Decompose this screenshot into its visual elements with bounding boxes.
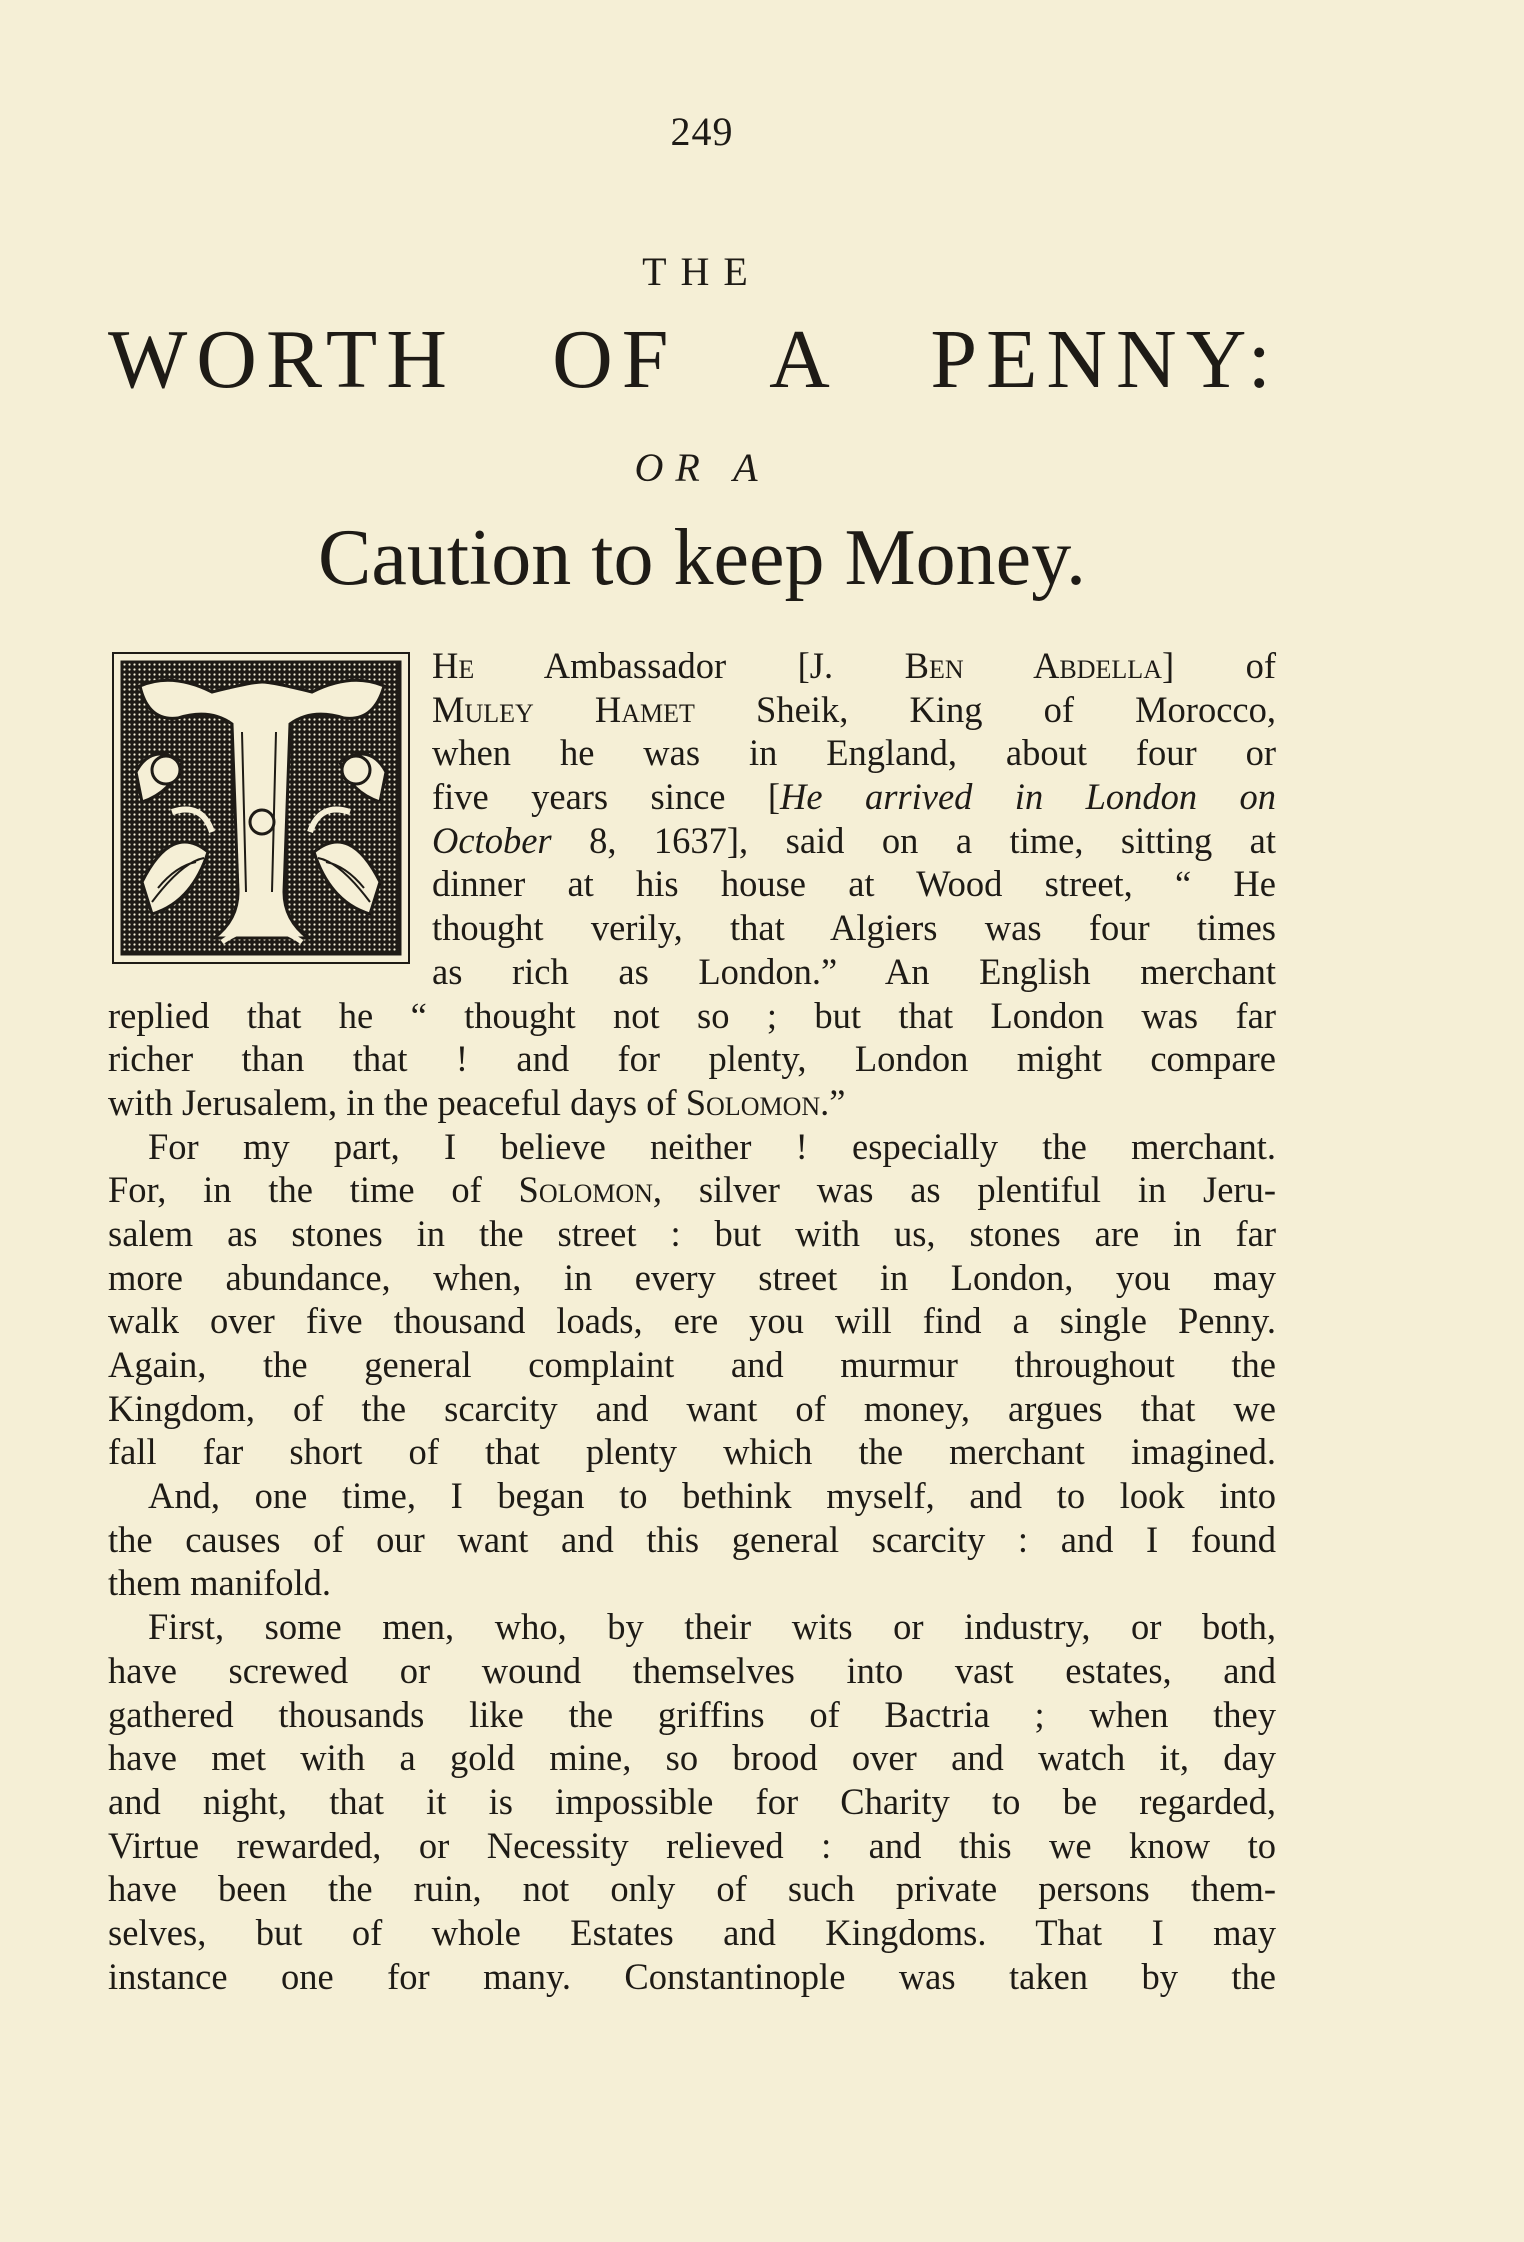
text-line: selves, but of whole Estates and Kingdoms. That I may xyxy=(108,1911,1276,1953)
text-line: For my part, I believe neither ! especially the merchant. xyxy=(148,1125,1276,1167)
text-line: Virtue rewarded, or Necessity relieved : and this we know to xyxy=(108,1824,1276,1866)
text-line: instance one for many. Constantinople was taken by the xyxy=(108,1955,1276,1997)
text-line: Muley Hamet Sheik, King of Morocco, xyxy=(432,688,1276,730)
text-line: fall far short of that plenty which the merchant imagined. xyxy=(108,1431,1276,1473)
text-line: Again, the general complaint and murmur throughout the xyxy=(108,1344,1276,1385)
text-line: have screwed or wound themselves into vast estates, and xyxy=(108,1649,1276,1691)
text-line: He Ambassador [J. Ben Abdella] of xyxy=(432,645,1277,686)
text-line: walk over five thousand loads, ere you will find a single Penny. xyxy=(108,1300,1276,1342)
text-line: have met with a gold mine, so brood over and watch it, day xyxy=(108,1737,1276,1779)
text-line: the causes of our want and this general scarcity : and I found xyxy=(108,1518,1276,1560)
text-line: five years since [He arrived in London on xyxy=(432,776,1276,818)
text-line: Kingdom, of the scarcity and want of money, argues that we xyxy=(108,1387,1276,1429)
page-number: 249 xyxy=(670,109,734,154)
text-line: have been the ruin, not only of such private persons them- xyxy=(108,1868,1276,1910)
text-line: For, in the time of Solomon, silver was as plentiful in Jeru- xyxy=(108,1169,1276,1211)
text-line: with Jerusalem, in the peaceful days of Solomon.” xyxy=(108,1081,846,1123)
text-line: and night, that it is impossible for Charity to be regarded, xyxy=(108,1780,1276,1822)
text-line: October 8, 1637], said on a time, sitting at xyxy=(432,819,1276,861)
text-line: when he was in England, about four or xyxy=(432,732,1276,774)
title-kicker: THE xyxy=(642,249,762,294)
text-line: And, one time, I began to bethink myself, and to look into xyxy=(148,1475,1276,1517)
text-line: salem as stones in the street : but with us, stones are in far xyxy=(108,1212,1276,1254)
decorated-initial-t xyxy=(112,652,410,964)
text-line: thought verily, that Algiers was four times xyxy=(432,907,1276,949)
text-line: First, some men, who, by their wits or industry, or both, xyxy=(148,1606,1276,1648)
text-line: as rich as London.” An English merchant xyxy=(432,950,1276,992)
body-text xyxy=(108,644,1276,1998)
text-line: more abundance, when, in every street in London, you may xyxy=(108,1256,1276,1298)
text-line: them manifold. xyxy=(108,1562,332,1604)
page-title: WORTH OF A PENNY: xyxy=(108,313,1280,406)
page-subtitle: Caution to keep Money. xyxy=(317,514,1086,602)
text-line: dinner at his house at Wood street, “ He xyxy=(432,863,1276,905)
text-line: replied that he “ thought not so ; but that London was far xyxy=(108,994,1276,1036)
text-line: richer than that ! and for plenty, London might compare xyxy=(108,1038,1276,1080)
title-connector: OR A xyxy=(634,445,770,490)
text-line: gathered thousands like the griffins of Bactria ; when they xyxy=(108,1693,1276,1735)
